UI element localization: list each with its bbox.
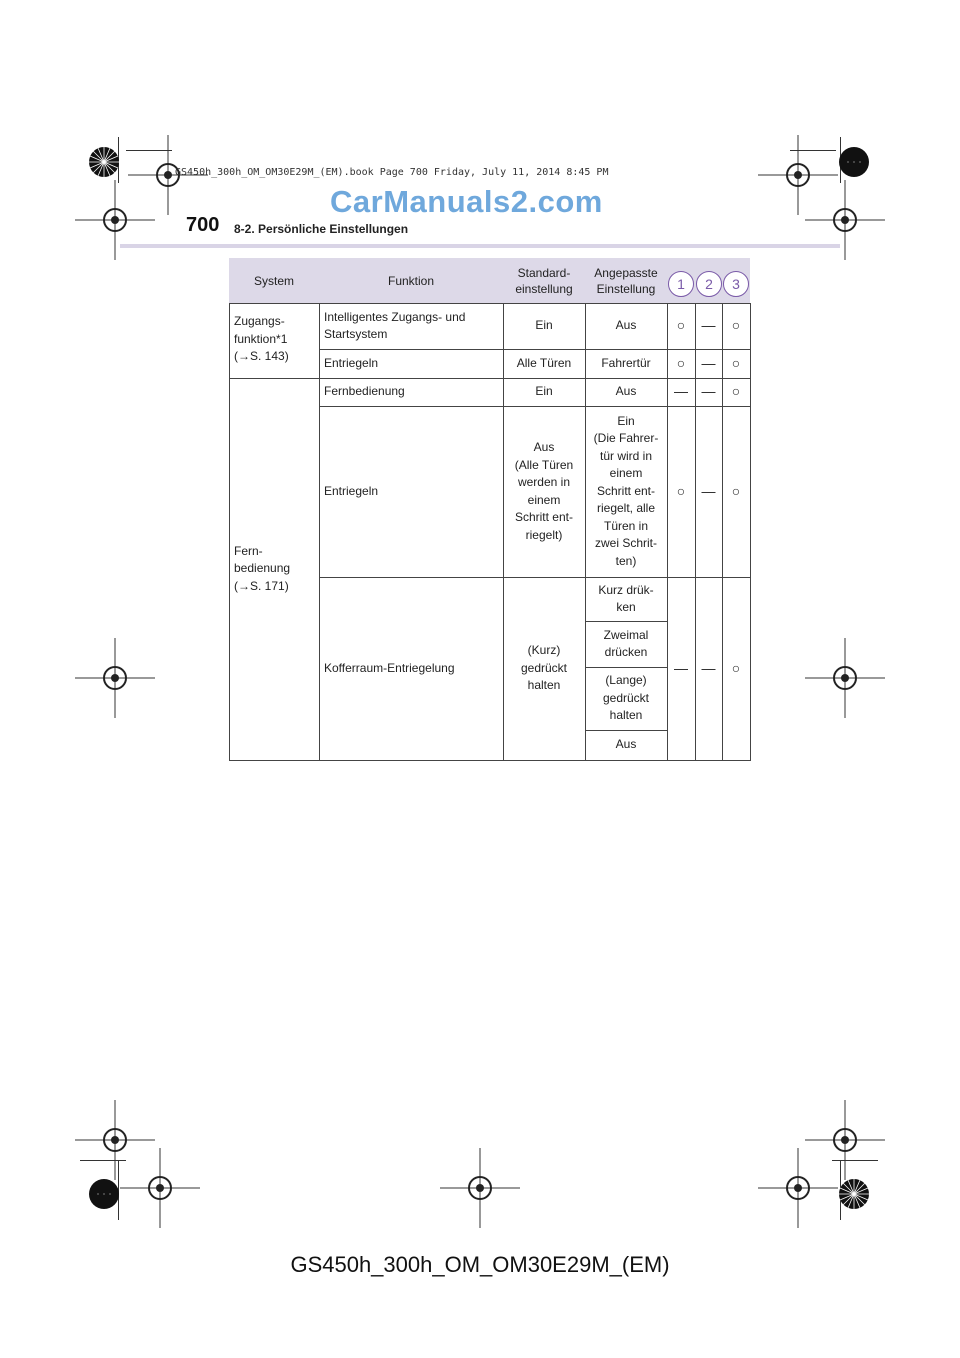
setting-available-mark: ○ [676, 317, 686, 334]
registration-mark-icon [120, 1148, 200, 1228]
registration-mark-icon [440, 1148, 520, 1228]
page-number: 700 [186, 214, 220, 236]
setting-unavailable-mark: — [701, 482, 716, 499]
funktion-kofferraum-entriegelung: Kofferraum-Entriegelung [324, 660, 455, 675]
angepasst-option: Aus [615, 737, 637, 752]
standard-value: Ein [535, 318, 553, 333]
standard-value: (Kurz) gedrückt halten [520, 643, 568, 693]
setting-unavailable-mark: — [701, 659, 716, 676]
column-header-2-icon: 2 [696, 271, 722, 297]
standard-value: Aus (Alle Türen werden in einem Schritt ent- riegelt) [514, 440, 574, 542]
column-header-3-icon: 3 [723, 271, 749, 297]
angepasst-value: Ein (Die Fahrer- tür wird in einem Schritt ent- riegelt, alle Türen in zwei Schrit- ten) [593, 413, 659, 568]
header-rule [120, 244, 840, 248]
document-id-footer: GS450h_300h_OM_OM30E29M_(EM) [290, 1252, 670, 1277]
book-info: GS450h_300h_OM_OM30E29M_(EM).book Page 700 Friday, July 11, 2014 8:45 PM [175, 167, 609, 178]
funktion-intelligentes-zugang: Intelligentes Zugangs- und Startsystem [324, 309, 466, 341]
setting-unavailable-mark: — [701, 317, 716, 334]
setting-unavailable-mark: — [674, 659, 688, 676]
setting-available-mark: ○ [676, 354, 686, 371]
setting-available-mark: ○ [731, 354, 741, 371]
table-rule [750, 303, 751, 761]
standard-value: Alle Türen [516, 355, 572, 370]
setting-unavailable-mark: — [701, 354, 716, 371]
setting-available-mark: ○ [731, 659, 741, 676]
setting-available-mark: ○ [731, 482, 741, 499]
angepasst-value: Aus [615, 318, 637, 333]
registration-mark-icon [805, 638, 885, 718]
funktion-entriegeln: Entriegeln [324, 355, 379, 370]
column-header-funktion: Funktion [387, 273, 435, 288]
setting-available-mark: ○ [731, 383, 741, 400]
column-header-system: System [253, 273, 294, 288]
column-header-standard: Standard- einstellung [515, 265, 573, 296]
column-header-1-icon: 1 [668, 271, 694, 297]
registration-mark-icon [758, 1148, 838, 1228]
dark-dot-icon [838, 146, 870, 178]
column-header-angepasst: Angepasste Einstellung [594, 265, 658, 296]
angepasst-value: Aus [615, 384, 637, 399]
system-zugangsfunktion: Zugangs- funktion*1 (→S. 143) [234, 314, 289, 363]
watermark-text: CarManuals2.com [330, 184, 603, 219]
table-rule [229, 760, 750, 761]
star-target-icon [88, 146, 120, 178]
funktion-fernbedienung: Fernbedienung [324, 384, 405, 399]
registration-mark-icon [805, 180, 885, 260]
setting-available-mark: ○ [731, 317, 741, 334]
registration-mark-icon [75, 638, 155, 718]
setting-unavailable-mark: — [701, 383, 716, 400]
funktion-entriegeln: Entriegeln [324, 483, 379, 498]
dark-dot-icon [88, 1178, 120, 1210]
angepasst-option: Zweimal drücken [603, 627, 649, 659]
angepasst-option: Kurz drük- ken [598, 582, 654, 614]
section-title: 8-2. Persönliche Einstellungen [234, 222, 409, 236]
angepasst-option: (Lange) gedrückt halten [602, 673, 650, 723]
registration-mark-icon [75, 180, 155, 260]
star-target-icon [838, 1178, 870, 1210]
angepasst-value: Fahrertür [601, 355, 651, 370]
setting-available-mark: ○ [676, 482, 686, 499]
standard-value: Ein [535, 384, 553, 399]
system-fernbedienung: Fern- bedienung (→S. 171) [234, 543, 291, 593]
setting-unavailable-mark: — [674, 383, 688, 400]
